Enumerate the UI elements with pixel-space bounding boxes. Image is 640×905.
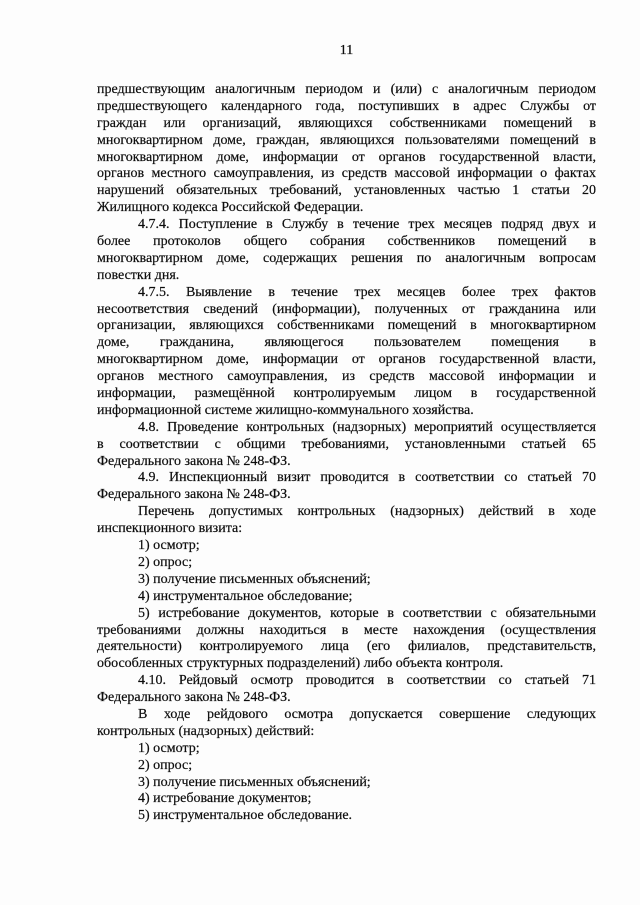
text-line: 3) получение письменных объяснений;	[138, 774, 371, 790]
text-line: многоквартирном доме, граждан, являющихся пользователями помещений в	[97, 132, 596, 148]
text-line: организации, являющихся собственниками помещений в многоквартирном	[97, 318, 596, 334]
paragraph-continued	[97, 82, 596, 217]
text-line: 4.8. Проведение контрольных (надзорных) мероприятий осуществляется	[138, 419, 596, 435]
list-item	[97, 791, 596, 808]
text-line: Федерального закона № 248-ФЗ.	[97, 453, 291, 469]
text-line: деятельности) контролируемого лица (его филиалов, представительств,	[97, 639, 596, 655]
text-line: 4.7.4. Поступление в Службу в течение трех месяцев подряд двух и	[138, 217, 596, 233]
list-item	[97, 741, 596, 758]
text-line: органов местного самоуправления, из средств массовой информации о фактах	[97, 166, 596, 182]
raid-inspection-actions-intro	[97, 707, 596, 741]
list-item	[97, 572, 596, 589]
text-line: доме, гражданина, являющегося пользователем помещения в	[97, 335, 596, 351]
text-line: информации, размещённой контролируемым лицом в государственной	[97, 386, 596, 402]
text-line: 2) опрос;	[138, 554, 193, 570]
text-line: 4) инструментальное обследование;	[138, 588, 353, 604]
list-item	[97, 808, 596, 825]
text-line: многоквартирном доме, информации от органов государственной власти,	[97, 352, 596, 368]
text-line: 4) истребование документов;	[138, 791, 312, 807]
text-line: многоквартирном доме, информации от органов государственной власти,	[97, 149, 596, 165]
text-line: 2) опрос;	[138, 757, 193, 773]
list-item	[97, 555, 596, 572]
list-item	[97, 775, 596, 792]
text-line: несоответствия сведений (информации), полученных от гражданина или	[97, 301, 596, 317]
clause-4-8	[97, 420, 596, 471]
text-line: требованиями должны находиться в месте нахождения (осуществления	[97, 622, 596, 638]
text-line: Перечень допустимых контрольных (надзорных) действий в ходе	[138, 504, 596, 520]
text-line: многоквартирном доме, содержащих решения по аналогичным вопросам	[97, 250, 596, 266]
text-line: органов местного самоуправления, из средств массовой информации и	[97, 369, 596, 385]
clause-4-7-5	[97, 285, 596, 420]
clause-4-7-4	[97, 217, 596, 285]
text-line: Федерального закона № 248-ФЗ.	[97, 690, 291, 706]
text-line: В ходе рейдового осмотра допускается совершение следующих	[138, 706, 596, 722]
text-line: Федерального закона № 248-ФЗ.	[97, 487, 291, 503]
text-line: контрольных (надзорных) действий:	[97, 723, 315, 739]
list-item	[97, 606, 596, 674]
text-line: 3) получение письменных объяснений;	[138, 571, 371, 587]
text-line: в соответствии с общими требованиями, установленными статьей 65	[97, 436, 596, 452]
page-number: 11	[339, 43, 354, 58]
text-line: нарушений обязательных требований, установленных частью 1 статьи 20	[97, 183, 596, 199]
text-line: предшествующим аналогичным периодом и (или) с аналогичным периодом	[97, 82, 596, 97]
text-line: 1) осмотр;	[138, 740, 200, 756]
text-line: предшествующего календарного года, поступивших в адрес Службы от	[97, 98, 596, 114]
list-item	[97, 538, 596, 555]
inspection-visit-actions-intro	[97, 504, 596, 538]
text-line: 1) осмотр;	[138, 538, 200, 554]
text-line: граждан или организаций, являющихся собственниками помещений в	[97, 115, 596, 131]
clause-4-10	[97, 673, 596, 707]
text-line: 5) истребование документов, которые в соответствии с обязательными	[138, 605, 596, 621]
text-line: повестки дня.	[97, 267, 180, 283]
text-line: Жилищного кодекса Российской Федерации.	[97, 200, 364, 216]
clause-4-9	[97, 470, 596, 504]
text-line: 5) инструментальное обследование.	[138, 808, 353, 824]
text-line: 4.7.5. Выявление в течение трех месяцев более трех фактов	[138, 284, 596, 300]
text-line: информационной системе жилищно-коммунального хозяйства.	[97, 402, 474, 418]
text-line: 4.9. Инспекционный визит проводится в соответствии со статьей 70	[138, 470, 596, 486]
document-body	[97, 82, 596, 825]
list-item	[97, 589, 596, 606]
list-item	[97, 758, 596, 775]
text-line: более протоколов общего собрания собственников помещений в	[97, 234, 596, 250]
text-line: обособленных структурных подразделений) либо объекта контроля.	[97, 656, 504, 672]
text-line: 4.10. Рейдовый осмотр проводится в соответствии со статьей 71	[138, 673, 596, 689]
text-line: инспекционного визита:	[97, 521, 243, 537]
